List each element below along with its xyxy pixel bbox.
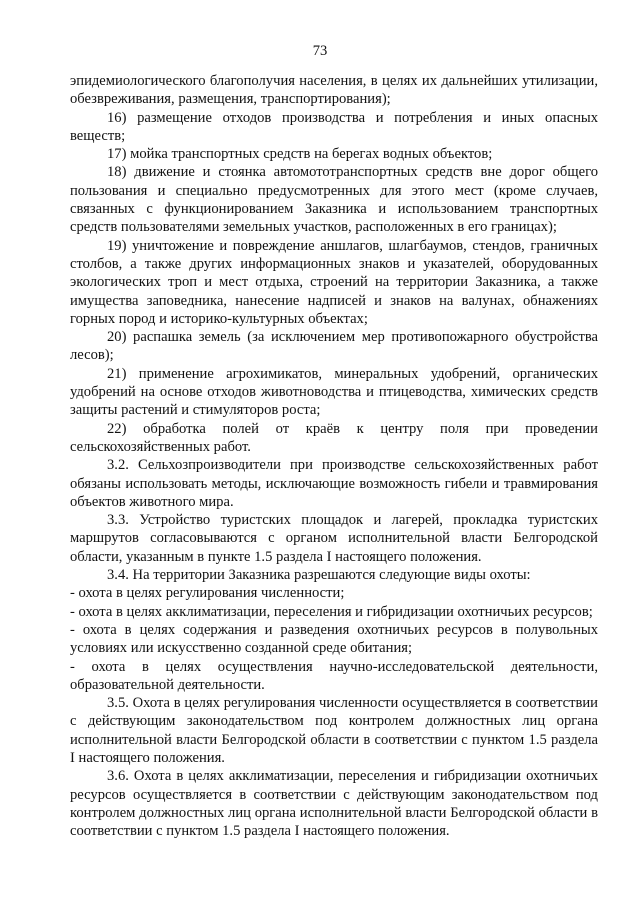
hunting-type-3: - охота в целях содержания и разведения охотничьих ресурсов в полувольных условиях или искусственно созданной среде обитания;: [70, 621, 598, 657]
clause-3-4: 3.4. На территории Заказника разрешаются следующие виды охоты:: [107, 567, 531, 584]
list-item-18: 18) движение и стоянка автомототранспортных средств вне дорог общего пользования и специально предусмотренных для этого мест (кроме случаев, связанных с функционированием Заказника и использованием транспортных средств пользователями земельных участков, расположенных в его границах);: [70, 164, 598, 236]
document-body: [70, 72, 598, 840]
clause-3-3: 3.3. Устройство туристских площадок и лагерей, прокладка туристских маршрутов согласовываются с органом исполнительной власти Белгородской области, указанным в пункте 1.5 раздела I настоящего положения.: [70, 512, 598, 565]
list-item-20: 20) распашка земель (за исключением мер противопожарного обустройства лесов);: [70, 329, 598, 364]
list-item-22: 22) обработка полей от краёв к центру поля при проведении сельскохозяйственных работ.: [70, 420, 598, 455]
hunting-type-2: - охота в целях акклиматизации, переселения и гибридизации охотничьих ресурсов;: [70, 603, 593, 620]
list-item-17: 17) мойка транспортных средств на берегах водных объектов;: [107, 146, 493, 163]
clause-3-5: 3.5. Охота в целях регулирования численности осуществляется в соответствии с действующим законодательством под контролем должностных лиц органа исполнительной власти Белгородской области в соответствии с пунктом 1.5 раздела I настоящего положения.: [70, 695, 598, 766]
list-item-19: 19) уничтожение и повреждение аншлагов, шлагбаумов, стендов, граничных столбов, а также других информационных знаков и указателей, оборудованных экологических троп и мест отдыха, строений на территории Заказника, а также имущества заповедника, нанесение надписей и знаков на валунах, обнажениях горных пород и историко-культурных объектах;: [70, 237, 598, 327]
hunting-type-1: - охота в целях регулирования численности;: [70, 585, 345, 602]
clause-3-6: 3.6. Охота в целях акклиматизации, переселения и гибридизации охотничьих ресурсов осуществляется в соответствии с действующим законодательством под контролем должностных лиц органа исполнительной власти Белгородской области в соответствии с пунктом 1.5 раздела I настоящего положения.: [70, 768, 598, 840]
page-number: 73: [312, 43, 328, 59]
list-item-16: 16) размещение отходов производства и потребления и иных опасных веществ;: [70, 109, 598, 144]
clause-3-2: 3.2. Сельхозпроизводители при производстве сельскохозяйственных работ обязаны использовать методы, исключающие возможность гибели и травмирования объектов животного мира.: [70, 457, 598, 510]
hunting-type-4: - охота в целях осуществления научно-исследовательской деятельности, образовательной деятельности.: [70, 658, 598, 693]
list-item-21: 21) применение агрохимикатов, минеральных удобрений, органических удобрений на основе отходов животноводства и птицеводства, химических средств защиты растений и стимуляторов роста;: [70, 365, 598, 419]
paragraph-1: эпидемиологического благополучия населения, в целях их дальнейших утилизации, обезвреживания, размещения, транспортирования);: [70, 73, 598, 108]
